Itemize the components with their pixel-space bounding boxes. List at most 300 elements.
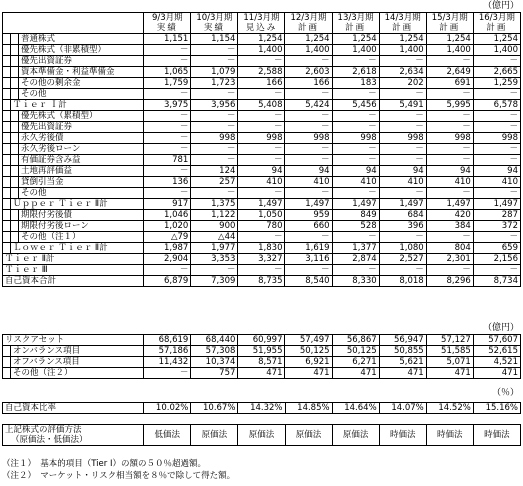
cell-value: 1,080 — [379, 243, 426, 254]
indent-cell — [11, 155, 19, 166]
cell-value: 1,400 — [379, 45, 426, 56]
cell-value: － — [332, 89, 379, 100]
ratio-value: 14.52% — [426, 403, 473, 414]
cell-value: － — [144, 166, 191, 177]
row-label: 優先出資証券 — [19, 56, 144, 67]
column-period: 15/3月期 — [431, 13, 468, 23]
column-header — [473, 13, 520, 34]
cell-value: － — [285, 265, 332, 276]
column-period: 13/3月期 — [337, 13, 374, 23]
cell-value: 4,521 — [473, 357, 520, 368]
row-label: 土地再評価益 — [19, 166, 144, 177]
indent-cell — [3, 346, 11, 357]
table-row — [3, 368, 521, 379]
table-row — [3, 34, 521, 45]
cell-value: 51,585 — [426, 346, 473, 357]
unit-label-ratio: （％） — [491, 388, 519, 398]
cell-value: － — [426, 122, 473, 133]
cell-value: 166 — [238, 78, 285, 89]
cell-value: 659 — [473, 243, 520, 254]
cell-value: 50,125 — [285, 346, 332, 357]
cell-value: 471 — [379, 368, 426, 379]
column-status: 計画 — [345, 23, 367, 33]
cell-value: 11,432 — [144, 357, 191, 368]
cell-value: 1,497 — [332, 199, 379, 210]
table-row — [3, 232, 521, 243]
cell-value: － — [379, 265, 426, 276]
footnotes — [2, 458, 235, 482]
cell-value: － — [332, 265, 379, 276]
cell-value: 1,254 — [332, 34, 379, 45]
indent-cell — [3, 243, 11, 254]
cell-value: 1,619 — [285, 243, 332, 254]
cell-value: 900 — [191, 221, 238, 232]
cell-value: 471 — [426, 368, 473, 379]
cell-value: － — [238, 56, 285, 67]
cell-value: 6,921 — [285, 357, 332, 368]
cell-value: 471 — [473, 368, 520, 379]
cell-value: 202 — [379, 78, 426, 89]
row-label: Ｌｏｗｅｒ Ｔｉｅｒ Ⅱ計 — [11, 243, 144, 254]
cell-value: 5,995 — [426, 100, 473, 111]
risk-asset-table — [2, 334, 521, 379]
column-header — [426, 13, 473, 34]
cell-value: 1,400 — [426, 45, 473, 56]
cell-value: 8,734 — [473, 276, 520, 287]
cell-value: 8,735 — [238, 276, 285, 287]
indent-cell — [11, 111, 19, 122]
cell-value: 94 — [379, 166, 426, 177]
cell-value: － — [332, 111, 379, 122]
cell-value: 410 — [332, 177, 379, 188]
ratio-value: 15.16% — [473, 403, 520, 414]
cell-value: － — [191, 89, 238, 100]
cell-value: － — [332, 56, 379, 67]
cell-value: － — [144, 265, 191, 276]
cell-value: 1,497 — [379, 199, 426, 210]
cell-value: 1,400 — [285, 45, 332, 56]
table-row — [3, 89, 521, 100]
cell-value: 50,855 — [379, 346, 426, 357]
row-label: 永久劣後債 — [19, 133, 144, 144]
cell-value: 3,956 — [191, 100, 238, 111]
column-header — [332, 13, 379, 34]
cell-value: 94 — [238, 166, 285, 177]
column-period: 14/3月期 — [384, 13, 421, 23]
row-label: 有価証券含み益 — [19, 155, 144, 166]
indent-cell — [3, 199, 11, 210]
cell-value: 94 — [473, 166, 520, 177]
cell-value: 1,977 — [191, 243, 238, 254]
indent-cell — [11, 232, 19, 243]
table-row — [3, 155, 521, 166]
column-period: 9/3月期 — [151, 13, 183, 23]
cell-value: 57,607 — [473, 335, 520, 346]
cell-value: 57,127 — [426, 335, 473, 346]
cell-value: 410 — [238, 177, 285, 188]
cell-value: － — [426, 188, 473, 199]
row-label: Ｕｐｐｅｒ Ｔｉｅｒ Ⅱ計 — [11, 199, 144, 210]
cell-value: － — [238, 265, 285, 276]
indent-cell — [11, 89, 19, 100]
cell-value: － — [426, 89, 473, 100]
cell-value: － — [473, 144, 520, 155]
cell-value: 372 — [473, 221, 520, 232]
row-label: オンバランス項目 — [11, 346, 144, 357]
row-label: Ｔｉｅｒ Ⅲ — [3, 265, 144, 276]
table-row — [3, 346, 521, 357]
cell-value: 56,947 — [379, 335, 426, 346]
cell-value: 1,400 — [332, 45, 379, 56]
cell-value: 5,408 — [238, 100, 285, 111]
cell-value: － — [473, 111, 520, 122]
cell-value: － — [238, 122, 285, 133]
cell-value: 660 — [285, 221, 332, 232]
cell-value: － — [191, 111, 238, 122]
cell-value: － — [426, 232, 473, 243]
indent-cell — [11, 144, 19, 155]
cell-value: － — [285, 56, 332, 67]
cell-value: － — [285, 232, 332, 243]
ratio-value: 14.07% — [379, 403, 426, 414]
indent-cell — [3, 34, 11, 45]
cell-value: 2,527 — [379, 254, 426, 265]
indent-cell — [3, 45, 11, 56]
indent-cell — [3, 368, 11, 379]
cell-value: － — [426, 155, 473, 166]
ratio-value: 14.85% — [285, 403, 332, 414]
cell-value: 1,375 — [191, 199, 238, 210]
cell-value: 257 — [191, 177, 238, 188]
cell-value: 1,497 — [473, 199, 520, 210]
cell-value: △79 — [144, 232, 191, 243]
cell-value: 3,116 — [285, 254, 332, 265]
valuation-method: 原価法 — [285, 425, 332, 446]
indent-cell — [11, 166, 19, 177]
valuation-method-table — [2, 424, 521, 446]
cell-value: － — [144, 45, 191, 56]
cell-value: 8,330 — [332, 276, 379, 287]
cell-value: 804 — [426, 243, 473, 254]
indent-cell — [11, 78, 19, 89]
cell-value: 410 — [426, 177, 473, 188]
cell-value: 1,020 — [144, 221, 191, 232]
cell-value: － — [191, 144, 238, 155]
cell-value: 57,497 — [285, 335, 332, 346]
cell-value: 998 — [285, 133, 332, 144]
cell-value: － — [238, 89, 285, 100]
table-row — [3, 78, 521, 89]
indent-cell — [3, 122, 11, 133]
column-status: 見込み — [245, 23, 278, 33]
table-row — [3, 67, 521, 78]
cell-value: 1,151 — [144, 34, 191, 45]
cell-value: － — [426, 111, 473, 122]
cell-value: 849 — [332, 210, 379, 221]
cell-value: － — [426, 56, 473, 67]
footnote-1: （注１） 基本的項目（Tier I）の額の５０％超過額。 — [2, 459, 206, 469]
cell-value: 10,374 — [191, 357, 238, 368]
cell-value: － — [144, 188, 191, 199]
row-label: その他（注２） — [11, 368, 144, 379]
column-period: 11/3月期 — [243, 13, 280, 23]
cell-value: 5,491 — [379, 100, 426, 111]
valuation-label-line1: 上記株式の評価方法 — [5, 425, 82, 435]
cell-value: － — [473, 232, 520, 243]
indent-cell — [11, 210, 19, 221]
column-header — [238, 13, 285, 34]
ratio-value: 10.67% — [191, 403, 238, 414]
cell-value: 471 — [332, 368, 379, 379]
cell-value: 287 — [473, 210, 520, 221]
cell-value: 2,301 — [426, 254, 473, 265]
table-row — [3, 188, 521, 199]
cell-value: 166 — [285, 78, 332, 89]
valuation-method: 原価法 — [191, 425, 238, 446]
cell-value: 136 — [144, 177, 191, 188]
cell-value: 7,309 — [191, 276, 238, 287]
cell-value: － — [379, 56, 426, 67]
cell-value: － — [191, 56, 238, 67]
cell-value: － — [144, 368, 191, 379]
cell-value: 3,353 — [191, 254, 238, 265]
cell-value: 410 — [473, 177, 520, 188]
indent-cell — [11, 67, 19, 78]
row-label: その他 — [19, 188, 144, 199]
header-corner — [3, 13, 144, 34]
cell-value: － — [473, 155, 520, 166]
unit-label-top: （億円） — [482, 1, 519, 11]
cell-value: 124 — [191, 166, 238, 177]
cell-value: 528 — [332, 221, 379, 232]
cell-value: 396 — [379, 221, 426, 232]
cell-value: 2,874 — [332, 254, 379, 265]
cell-value: 1,830 — [238, 243, 285, 254]
capital-table — [2, 12, 521, 287]
indent-cell — [11, 45, 19, 56]
cell-value: － — [238, 232, 285, 243]
row-label: オフバランス項目 — [11, 357, 144, 368]
cell-value: 384 — [426, 221, 473, 232]
indent-cell — [3, 188, 11, 199]
row-label: Ｔｉｅｒ Ⅱ計 — [3, 254, 144, 265]
cell-value: 1,254 — [426, 34, 473, 45]
column-status: 計画 — [392, 23, 414, 33]
cell-value: 5,621 — [379, 357, 426, 368]
cell-value: － — [332, 188, 379, 199]
cell-value: － — [332, 232, 379, 243]
table-row — [3, 177, 521, 188]
cell-value: 94 — [332, 166, 379, 177]
cell-value: 684 — [379, 210, 426, 221]
cell-value: － — [379, 89, 426, 100]
ratio-value: 14.32% — [238, 403, 285, 414]
row-label: 資本準備金・利益準備金 — [19, 67, 144, 78]
table-row — [3, 210, 521, 221]
cell-value: － — [426, 144, 473, 155]
indent-cell — [3, 78, 11, 89]
cell-value: － — [285, 188, 332, 199]
cell-value: 1,122 — [191, 210, 238, 221]
cell-value: 56,867 — [332, 335, 379, 346]
cell-value: － — [426, 265, 473, 276]
cell-value: 1,400 — [238, 45, 285, 56]
cell-value: － — [191, 265, 238, 276]
valuation-method: 原価法 — [332, 425, 379, 446]
cell-value: 1,254 — [285, 34, 332, 45]
cell-value: 94 — [426, 166, 473, 177]
cell-value: － — [238, 155, 285, 166]
cell-value: 2,588 — [238, 67, 285, 78]
cell-value: 2,618 — [332, 67, 379, 78]
column-header — [285, 13, 332, 34]
cell-value: － — [473, 122, 520, 133]
row-label: その他（注１） — [19, 232, 144, 243]
row-label: 期限付劣後債 — [19, 210, 144, 221]
cell-value: 998 — [426, 133, 473, 144]
cell-value: － — [379, 111, 426, 122]
cell-value: 68,619 — [144, 335, 191, 346]
table-row — [3, 100, 521, 111]
cell-value: 1,079 — [191, 67, 238, 78]
indent-cell — [3, 111, 11, 122]
cell-value: 998 — [238, 133, 285, 144]
indent-cell — [3, 232, 11, 243]
indent-cell — [11, 177, 19, 188]
cell-value: － — [332, 144, 379, 155]
cell-value: 998 — [473, 133, 520, 144]
cell-value: 780 — [238, 221, 285, 232]
table-row — [3, 335, 521, 346]
indent-cell — [11, 221, 19, 232]
cell-value: 1,254 — [473, 34, 520, 45]
table-row — [3, 122, 521, 133]
cell-value: － — [191, 188, 238, 199]
indent-cell — [11, 188, 19, 199]
indent-cell — [3, 89, 11, 100]
column-status: 実績 — [203, 23, 225, 33]
cell-value: 2,649 — [426, 67, 473, 78]
cell-value: 959 — [285, 210, 332, 221]
cell-value: － — [144, 144, 191, 155]
cell-value: 2,603 — [285, 67, 332, 78]
cell-value: 8,571 — [238, 357, 285, 368]
cell-value: 2,156 — [473, 254, 520, 265]
cell-value: － — [144, 111, 191, 122]
indent-cell — [3, 155, 11, 166]
table-row — [3, 166, 521, 177]
row-label: その他の剰余金 — [19, 78, 144, 89]
indent-cell — [3, 67, 11, 78]
table-row — [3, 56, 521, 67]
indent-cell — [3, 221, 11, 232]
cell-value: 94 — [285, 166, 332, 177]
cell-value: 68,440 — [191, 335, 238, 346]
cell-value: － — [473, 188, 520, 199]
cell-value: － — [473, 89, 520, 100]
cell-value: 3,327 — [238, 254, 285, 265]
cell-value: － — [191, 45, 238, 56]
cell-value: － — [379, 188, 426, 199]
cell-value: － — [285, 144, 332, 155]
column-header — [144, 13, 191, 34]
cell-value: － — [332, 155, 379, 166]
cell-value: 1,497 — [285, 199, 332, 210]
cell-value: － — [144, 89, 191, 100]
cell-value: － — [379, 122, 426, 133]
cell-value: 6,879 — [144, 276, 191, 287]
row-label: 貸倒引当金 — [19, 177, 144, 188]
valuation-method: 時価法 — [473, 425, 520, 446]
cell-value: 781 — [144, 155, 191, 166]
table-row — [3, 276, 521, 287]
table-row — [3, 133, 521, 144]
row-label: 普通株式 — [19, 34, 144, 45]
cell-value: 8,018 — [379, 276, 426, 287]
cell-value: 5,424 — [285, 100, 332, 111]
row-label: 永久劣後ローン — [19, 144, 144, 155]
column-period: 12/3月期 — [290, 13, 327, 23]
column-status: 実績 — [156, 23, 178, 33]
cell-value: 1,987 — [144, 243, 191, 254]
column-status: 計画 — [486, 23, 508, 33]
row-label: 優先出資証券 — [19, 122, 144, 133]
cell-value: 471 — [238, 368, 285, 379]
cell-value: 1,065 — [144, 67, 191, 78]
table-row — [3, 265, 521, 276]
cell-value: 410 — [379, 177, 426, 188]
indent-cell — [3, 166, 11, 177]
ratio-label: 自己資本比率 — [3, 403, 144, 414]
valuation-label-line2: （原価法・低価法） — [11, 435, 88, 445]
row-label: 優先株式（非累積型） — [19, 45, 144, 56]
row-label: 優先株式（累積型） — [19, 111, 144, 122]
valuation-method: 時価法 — [379, 425, 426, 446]
cell-value: － — [379, 155, 426, 166]
cell-value: － — [332, 122, 379, 133]
indent-cell — [11, 56, 19, 67]
cell-value: 1,154 — [191, 34, 238, 45]
cell-value: － — [285, 155, 332, 166]
cell-value: 5,456 — [332, 100, 379, 111]
table-row — [3, 357, 521, 368]
column-period: 10/3月期 — [196, 13, 233, 23]
cell-value: 998 — [191, 133, 238, 144]
cell-value: － — [473, 265, 520, 276]
table-row — [3, 221, 521, 232]
table-row — [3, 111, 521, 122]
cell-value: 998 — [379, 133, 426, 144]
cell-value: 1,723 — [191, 78, 238, 89]
valuation-method: 時価法 — [426, 425, 473, 446]
cell-value: 5,071 — [426, 357, 473, 368]
cell-value: 8,540 — [285, 276, 332, 287]
cell-value: 57,186 — [144, 346, 191, 357]
cell-value: 1,254 — [379, 34, 426, 45]
cell-value: 6,271 — [332, 357, 379, 368]
indent-cell — [3, 133, 11, 144]
cell-value: 410 — [285, 177, 332, 188]
cell-value: 51,955 — [238, 346, 285, 357]
indent-cell — [3, 357, 11, 368]
cell-value: 420 — [426, 210, 473, 221]
row-label: リスクアセット — [3, 335, 144, 346]
cell-value: 757 — [191, 368, 238, 379]
ratio-value: 14.64% — [332, 403, 379, 414]
row-label: 自己資本合計 — [3, 276, 144, 287]
cell-value: 1,497 — [426, 199, 473, 210]
cell-value: 1,259 — [473, 78, 520, 89]
